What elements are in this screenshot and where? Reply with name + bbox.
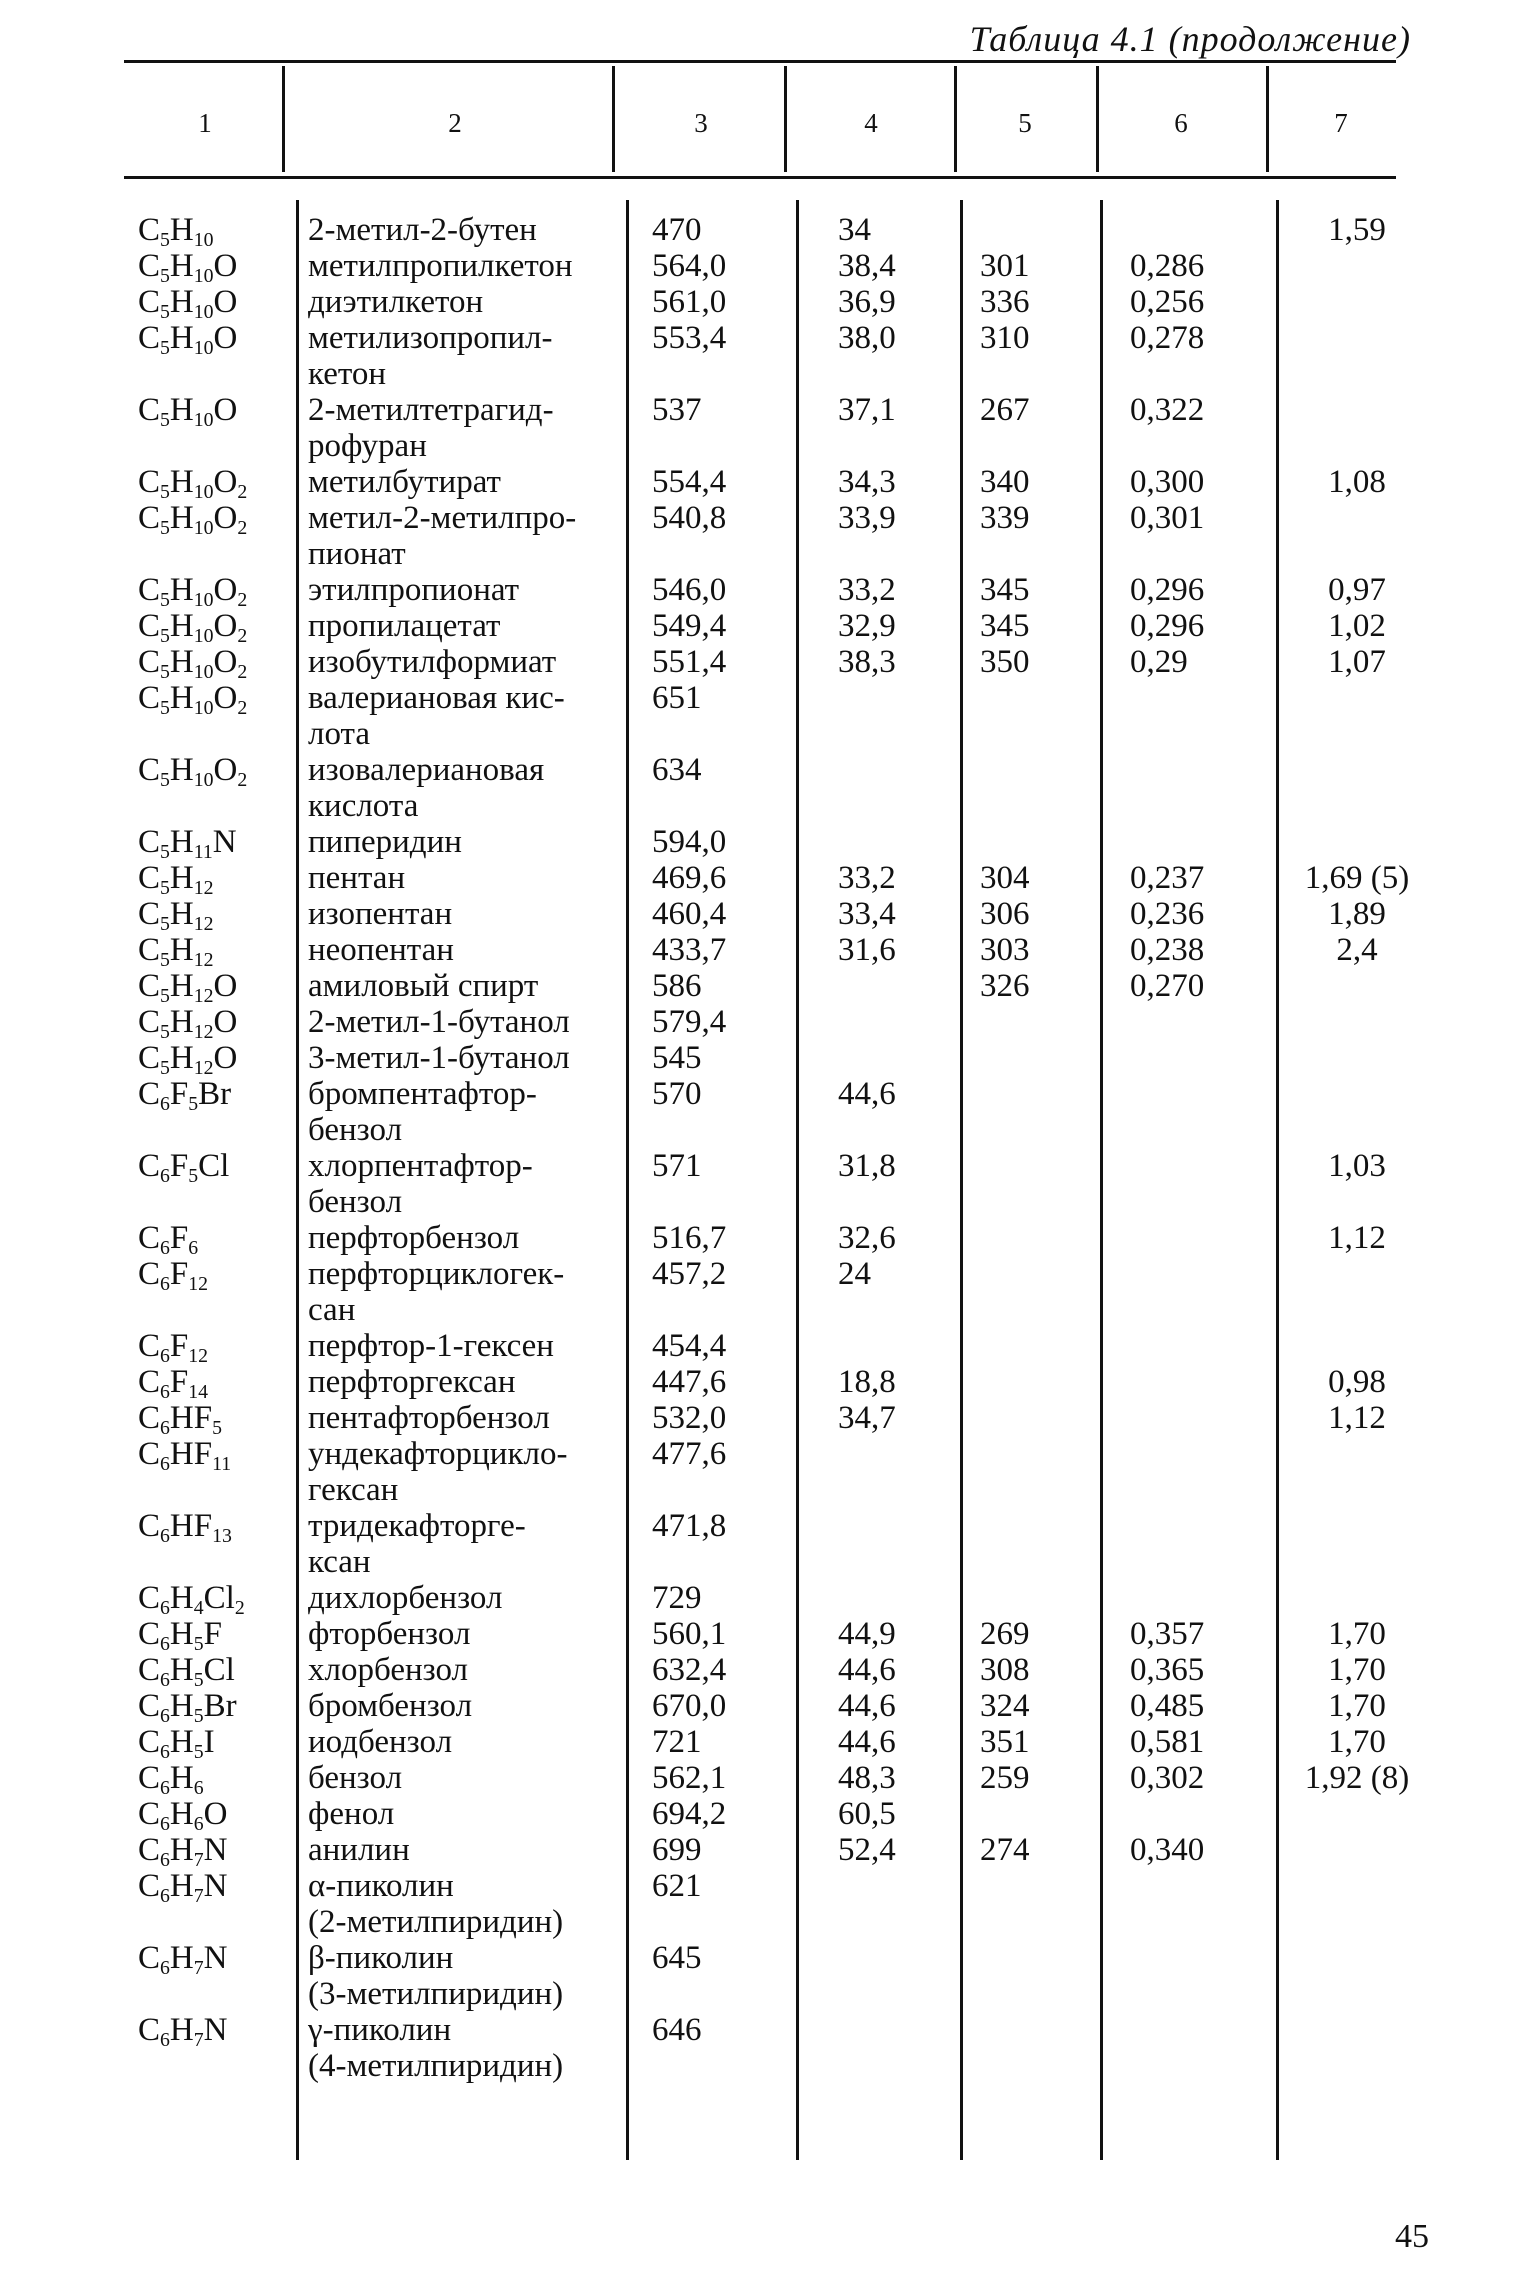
formula-cell: $C_5H_{11}N$ [138, 824, 237, 863]
value-col-4: 38,4 [838, 248, 896, 284]
formula-cell: $C_6HF_{11}$ [138, 1436, 232, 1475]
value-col-3: 645 [652, 1940, 702, 1976]
value-col-7: 1,12 [1328, 1220, 1386, 1256]
formula-cell: $C_5H_{12}O$ [138, 968, 238, 1007]
value-col-5: 303 [980, 932, 1030, 968]
value-col-6: 0,237 [1130, 860, 1205, 896]
value-col-7: 1,59 [1328, 212, 1386, 248]
value-col-3: 729 [652, 1580, 702, 1616]
compound-name-cell: 2-метилтетрагид- рофуран [308, 392, 554, 464]
value-col-4: 32,9 [838, 608, 896, 644]
formula-cell: $C_6H_5Br$ [138, 1688, 237, 1727]
value-col-3: 516,7 [652, 1220, 727, 1256]
value-col-6: 0,485 [1130, 1688, 1205, 1724]
compound-name-cell: изобутилформиат [308, 644, 557, 680]
value-col-3: 621 [652, 1868, 702, 1904]
value-col-7: 1,70 [1328, 1652, 1386, 1688]
value-col-3: 457,2 [652, 1256, 727, 1292]
value-col-3: 564,0 [652, 248, 727, 284]
value-col-3: 545 [652, 1040, 702, 1076]
value-col-4: 44,6 [838, 1652, 896, 1688]
value-col-7: 2,4 [1336, 932, 1378, 968]
value-col-7: 0,97 [1328, 572, 1386, 608]
value-col-5: 308 [980, 1652, 1030, 1688]
value-col-4: 34 [838, 212, 871, 248]
value-col-5: 310 [980, 320, 1030, 356]
compound-name-cell: ундекафторцикло- гексан [308, 1436, 568, 1508]
header-divider [1096, 66, 1099, 172]
compound-name-cell: хлорбензол [308, 1652, 469, 1688]
formula-cell: $C_5H_{10}O$ [138, 392, 238, 431]
compound-name-cell: перфторбензол [308, 1220, 520, 1256]
value-col-7: 1,03 [1328, 1148, 1386, 1184]
value-col-6: 0,301 [1130, 500, 1205, 536]
header-col-3: 3 [694, 108, 708, 138]
value-col-3: 561,0 [652, 284, 727, 320]
formula-cell: $C_5H_{10}O$ [138, 320, 238, 359]
formula-cell: $C_6F_{12}$ [138, 1328, 209, 1367]
value-col-7: 1,92 (8) [1304, 1760, 1410, 1796]
formula-cell: $C_5H_{10}$ [138, 212, 214, 251]
value-col-3: 460,4 [652, 896, 727, 932]
value-col-6: 0,365 [1130, 1652, 1205, 1688]
value-col-7: 1,12 [1328, 1400, 1386, 1436]
compound-name-cell: перфтор-1-гексен [308, 1328, 554, 1364]
value-col-3: 560,1 [652, 1616, 727, 1652]
formula-cell: $C_6H_7N$ [138, 1832, 228, 1871]
header-col-7: 7 [1334, 108, 1348, 138]
compound-name-cell: иодбензол [308, 1724, 453, 1760]
value-col-4: 60,5 [838, 1796, 896, 1832]
header-col-1: 1 [198, 108, 212, 138]
header-divider [282, 66, 285, 172]
value-col-3: 694,2 [652, 1796, 727, 1832]
value-col-6: 0,296 [1130, 608, 1205, 644]
compound-name-cell: фторбензол [308, 1616, 471, 1652]
value-col-5: 351 [980, 1724, 1030, 1760]
value-col-4: 32,6 [838, 1220, 896, 1256]
value-col-5: 345 [980, 608, 1030, 644]
value-col-4: 44,9 [838, 1616, 896, 1652]
value-col-6: 0,256 [1130, 284, 1205, 320]
value-col-3: 546,0 [652, 572, 727, 608]
value-col-4: 34,7 [838, 1400, 896, 1436]
compound-name-cell: бромпентафтор- бензол [308, 1076, 537, 1148]
formula-cell: $C_5H_{10}O_2$ [138, 608, 248, 647]
value-col-3: 469,6 [652, 860, 727, 896]
formula-cell: $C_5H_{10}O_2$ [138, 572, 248, 611]
formula-cell: $C_6F_6$ [138, 1220, 199, 1259]
value-col-7: 1,08 [1328, 464, 1386, 500]
value-col-3: 447,6 [652, 1364, 727, 1400]
value-col-6: 0,270 [1130, 968, 1205, 1004]
value-col-5: 336 [980, 284, 1030, 320]
value-col-4: 34,3 [838, 464, 896, 500]
compound-name-cell: метилизопропил- кетон [308, 320, 553, 392]
value-col-4: 44,6 [838, 1688, 896, 1724]
value-col-6: 0,29 [1130, 644, 1188, 680]
formula-cell: $C_6F_{12}$ [138, 1256, 209, 1295]
value-col-4: 18,8 [838, 1364, 896, 1400]
value-col-3: 477,6 [652, 1436, 727, 1472]
value-col-6: 0,357 [1130, 1616, 1205, 1652]
value-col-6: 0,236 [1130, 896, 1205, 932]
value-col-3: 551,4 [652, 644, 727, 680]
formula-cell: $C_6F_5Cl$ [138, 1148, 230, 1187]
compound-name-cell: тридекафторге- ксан [308, 1508, 526, 1580]
compound-name-cell: дихлорбензол [308, 1580, 503, 1616]
formula-cell: $C_5H_{10}O_2$ [138, 752, 248, 791]
compound-name-cell: 2-метил-1-бутанол [308, 1004, 570, 1040]
compound-name-cell: изопентан [308, 896, 453, 932]
value-col-3: 537 [652, 392, 702, 428]
value-col-7: 0,98 [1328, 1364, 1386, 1400]
value-col-4: 38,3 [838, 644, 896, 680]
value-col-6: 0,300 [1130, 464, 1205, 500]
value-col-3: 571 [652, 1148, 702, 1184]
value-col-5: 269 [980, 1616, 1030, 1652]
formula-cell: $C_6H_6$ [138, 1760, 204, 1799]
header-col-4: 4 [864, 108, 878, 138]
top-rule [124, 60, 1396, 63]
compound-name-cell: изовалериановая кислота [308, 752, 545, 824]
compound-name-cell: 2-метил-2-бутен [308, 212, 537, 248]
value-col-4: 48,3 [838, 1760, 896, 1796]
compound-name-cell: метил-2-метилпро- пионат [308, 500, 577, 572]
value-col-3: 553,4 [652, 320, 727, 356]
value-col-5: 301 [980, 248, 1030, 284]
compound-name-cell: бромбензол [308, 1688, 473, 1724]
value-col-4: 33,2 [838, 860, 896, 896]
value-col-5: 267 [980, 392, 1030, 428]
compound-name-cell: амиловый спирт [308, 968, 539, 1004]
formula-cell: $C_6HF_5$ [138, 1400, 222, 1439]
value-col-7: 1,02 [1328, 608, 1386, 644]
formula-cell: $C_5H_{12}$ [138, 932, 214, 971]
value-col-6: 0,286 [1130, 248, 1205, 284]
header-divider [954, 66, 957, 172]
formula-cell: $C_5H_{12}$ [138, 860, 214, 899]
column-divider [796, 200, 799, 2160]
formula-cell: $C_6H_5I$ [138, 1724, 215, 1763]
formula-cell: $C_5H_{10}O$ [138, 284, 238, 323]
column-divider [296, 200, 299, 2160]
value-col-3: 699 [652, 1832, 702, 1868]
formula-cell: $C_6H_7N$ [138, 1940, 228, 1979]
value-col-3: 586 [652, 968, 702, 1004]
value-col-5: 339 [980, 500, 1030, 536]
value-col-7: 1,70 [1328, 1616, 1386, 1652]
compound-name-cell: неопентан [308, 932, 454, 968]
header-col-6: 6 [1174, 108, 1188, 138]
value-col-3: 562,1 [652, 1760, 727, 1796]
formula-cell: $C_5H_{10}O_2$ [138, 500, 248, 539]
compound-name-cell: пентан [308, 860, 406, 896]
formula-cell: $C_5H_{10}O$ [138, 248, 238, 287]
formula-cell: $C_5H_{10}O_2$ [138, 464, 248, 503]
formula-cell: $C_6H_7N$ [138, 1868, 228, 1907]
value-col-3: 570 [652, 1076, 702, 1112]
compound-name-cell: анилин [308, 1832, 410, 1868]
formula-cell: $C_6F_5Br$ [138, 1076, 232, 1115]
value-col-4: 38,0 [838, 320, 896, 356]
compound-name-cell: бензол [308, 1760, 403, 1796]
header-divider [1266, 66, 1269, 172]
value-col-4: 36,9 [838, 284, 896, 320]
value-col-3: 549,4 [652, 608, 727, 644]
formula-cell: $C_6H_4Cl_2$ [138, 1580, 245, 1619]
value-col-6: 0,302 [1130, 1760, 1205, 1796]
compound-name-cell: перфторциклогек- сан [308, 1256, 565, 1328]
value-col-5: 306 [980, 896, 1030, 932]
value-col-6: 0,340 [1130, 1832, 1205, 1868]
value-col-3: 454,4 [652, 1328, 727, 1364]
compound-name-cell: β-пиколин (3-метилпиридин) [308, 1940, 564, 2012]
value-col-4: 33,4 [838, 896, 896, 932]
value-col-7: 1,89 [1328, 896, 1386, 932]
value-col-6: 0,322 [1130, 392, 1205, 428]
compound-name-cell: метилпропилкетон [308, 248, 573, 284]
value-col-4: 44,6 [838, 1724, 896, 1760]
value-col-3: 554,4 [652, 464, 727, 500]
formula-cell: $C_6H_5F$ [138, 1616, 222, 1655]
header-divider [784, 66, 787, 172]
compound-name-cell: этилпропионат [308, 572, 520, 608]
value-col-3: 651 [652, 680, 702, 716]
value-col-6: 0,581 [1130, 1724, 1205, 1760]
compound-name-cell: α-пиколин (2-метилпиридин) [308, 1868, 564, 1940]
formula-cell: $C_5H_{12}O$ [138, 1004, 238, 1043]
compound-name-cell: хлорпентафтор- бензол [308, 1148, 533, 1220]
value-col-3: 532,0 [652, 1400, 727, 1436]
value-col-3: 540,8 [652, 500, 727, 536]
value-col-6: 0,278 [1130, 320, 1205, 356]
value-col-4: 44,6 [838, 1076, 896, 1112]
value-col-7: 1,70 [1328, 1724, 1386, 1760]
page-number: 45 [1395, 2218, 1429, 2255]
formula-cell: $C_6HF_{13}$ [138, 1508, 232, 1547]
compound-name-cell: 3-метил-1-бутанол [308, 1040, 570, 1076]
value-col-5: 350 [980, 644, 1030, 680]
value-col-6: 0,238 [1130, 932, 1205, 968]
value-col-4: 33,9 [838, 500, 896, 536]
table-caption: Таблица 4.1 (продолжение) [969, 19, 1411, 59]
header-col-2: 2 [448, 108, 462, 138]
value-col-3: 646 [652, 2012, 702, 2048]
value-col-5: 345 [980, 572, 1030, 608]
column-divider [960, 200, 963, 2160]
header-col-5: 5 [1018, 108, 1032, 138]
compound-name-cell: валериановая кис- лота [308, 680, 565, 752]
value-col-3: 670,0 [652, 1688, 727, 1724]
value-col-5: 324 [980, 1688, 1030, 1724]
value-col-5: 340 [980, 464, 1030, 500]
formula-cell: $C_5H_{12}$ [138, 896, 214, 935]
formula-cell: $C_5H_{10}O_2$ [138, 680, 248, 719]
value-col-3: 632,4 [652, 1652, 727, 1688]
column-divider [1276, 200, 1279, 2160]
formula-cell: $C_5H_{12}O$ [138, 1040, 238, 1079]
formula-cell: $C_6H_6O$ [138, 1796, 228, 1835]
compound-name-cell: пентафторбензол [308, 1400, 550, 1436]
value-col-6: 0,296 [1130, 572, 1205, 608]
value-col-3: 433,7 [652, 932, 727, 968]
value-col-7: 1,70 [1328, 1688, 1386, 1724]
column-divider [626, 200, 629, 2160]
compound-name-cell: метилбутират [308, 464, 501, 500]
compound-name-cell: фенол [308, 1796, 395, 1832]
value-col-4: 33,2 [838, 572, 896, 608]
header-rule [124, 176, 1396, 179]
value-col-5: 274 [980, 1832, 1030, 1868]
value-col-4: 37,1 [838, 392, 896, 428]
value-col-5: 259 [980, 1760, 1030, 1796]
column-divider [1100, 200, 1103, 2160]
compound-name-cell: пиперидин [308, 824, 462, 860]
value-col-3: 471,8 [652, 1508, 727, 1544]
value-col-5: 304 [980, 860, 1030, 896]
formula-cell: $C_6F_{14}$ [138, 1364, 209, 1403]
compound-name-cell: γ-пиколин (4-метилпиридин) [308, 2012, 564, 2084]
value-col-3: 634 [652, 752, 702, 788]
value-col-7: 1,69 (5) [1304, 860, 1410, 896]
value-col-3: 721 [652, 1724, 702, 1760]
header-divider [612, 66, 615, 172]
value-col-4: 31,8 [838, 1148, 896, 1184]
compound-name-cell: диэтилкетон [308, 284, 484, 320]
value-col-7: 1,07 [1328, 644, 1386, 680]
value-col-3: 470 [652, 212, 702, 248]
value-col-5: 326 [980, 968, 1030, 1004]
formula-cell: $C_6H_5Cl$ [138, 1652, 235, 1691]
compound-name-cell: перфторгексан [308, 1364, 516, 1400]
value-col-3: 579,4 [652, 1004, 727, 1040]
value-col-3: 594,0 [652, 824, 727, 860]
compound-name-cell: пропилацетат [308, 608, 501, 644]
formula-cell: $C_5H_{10}O_2$ [138, 644, 248, 683]
formula-cell: $C_6H_7N$ [138, 2012, 228, 2051]
value-col-4: 24 [838, 1256, 871, 1292]
value-col-4: 31,6 [838, 932, 896, 968]
value-col-4: 52,4 [838, 1832, 896, 1868]
